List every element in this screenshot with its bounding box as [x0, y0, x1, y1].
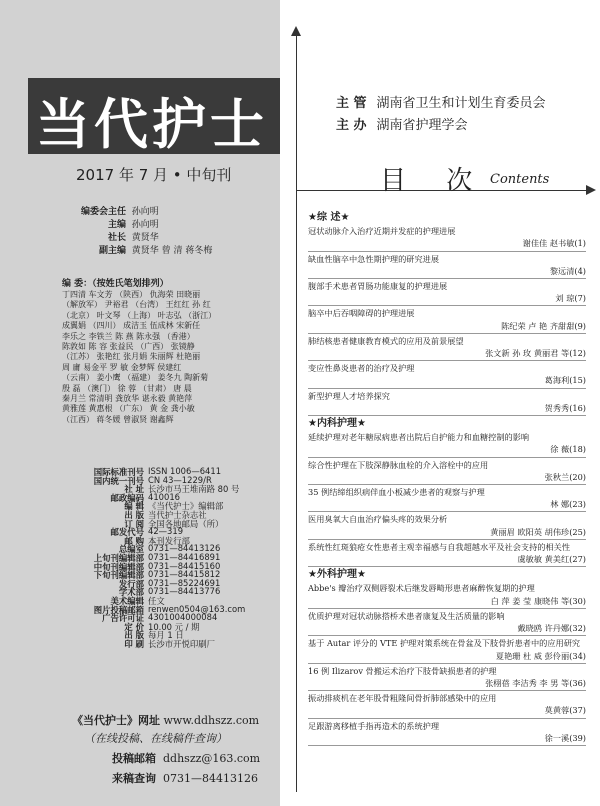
toc-entry[interactable]: [308, 224, 586, 251]
info-value: 《当代护士》编辑部: [148, 501, 224, 512]
editor-list: [60, 206, 280, 258]
toc-entry-title: 延续护理对老年糖尿病患者出院后自护能力和血糖控制的影响: [308, 432, 530, 443]
board-row: 成翼娟 （四川） 成洁玉 伍成林 宋新任: [62, 321, 201, 331]
sponsor-row: [336, 92, 546, 111]
toc-entry-title: 变应性鼻炎患者的治疗及护理: [308, 363, 415, 374]
toc-entry-authors: 林 娜(23): [550, 499, 586, 510]
info-label: 中旬刊编辑部: [93, 561, 144, 572]
board-grid: [62, 290, 274, 425]
info-value: 42—319: [148, 526, 184, 537]
toc-entry-title: 脑卒中后吞咽障碍的护理进展: [308, 308, 415, 319]
toc-entry-authors: 徐 薇(18): [550, 444, 586, 455]
toc-section-heading: ★综 述★: [308, 212, 350, 223]
info-value: 0731—85224691: [148, 577, 221, 588]
toc-entry[interactable]: [308, 389, 586, 416]
phone-value: 0731—84413126: [163, 772, 258, 785]
info-label: 总编室: [118, 544, 144, 555]
board-row: 周 庸 易金平 罗 敏 金梦辉 侯建红: [62, 362, 182, 372]
vertical-axis-line: [296, 32, 297, 792]
toc-entry[interactable]: [308, 334, 586, 361]
toc-entry[interactable]: [308, 512, 586, 539]
toc-entry[interactable]: [308, 279, 586, 306]
info-label: 出 版: [124, 630, 144, 641]
toc-entry-title: 16 例 Ilizarov 骨搬运术治疗下肢骨缺损患者的护理: [308, 665, 497, 676]
toc-entry[interactable]: [308, 361, 586, 388]
toc-entry[interactable]: [308, 485, 586, 512]
toc-entry-authors: 葛海利(15): [544, 375, 586, 386]
sponsor-label: 主 办: [336, 118, 367, 133]
toc-entry[interactable]: [308, 609, 586, 636]
toc-entry-authors: 张文新 孙 玫 黄丽君 等(12): [485, 348, 586, 359]
info-value: CN 43—1229/R: [148, 474, 212, 485]
toc-entry-authors: 黎远清(4): [549, 265, 586, 276]
toc-entry[interactable]: [308, 691, 586, 718]
board-heading: 编 委：（按姓氏笔划排列）: [62, 279, 169, 289]
info-label: 国内统一刊号: [93, 475, 144, 486]
toc-entry-authors: 张栩蓓 李洁秀 李 男 等(36): [485, 677, 586, 688]
toc-entry[interactable]: [308, 430, 586, 457]
toc-entry[interactable]: [308, 581, 586, 608]
board-row: （江苏） 张艳红 张月娟 朱丽辉 杜艳丽: [62, 352, 201, 362]
issue-line: 2017 年 7 月 • 中旬刊: [76, 166, 232, 184]
toc-entry[interactable]: [308, 252, 586, 279]
toc-entry[interactable]: [308, 719, 586, 746]
info-value: 当代护士杂志社: [148, 509, 207, 520]
info-label: 美术编辑: [110, 595, 144, 606]
contents-title: 目 次: [380, 166, 489, 196]
email-label: 投稿邮箱: [112, 752, 156, 765]
info-value: renwen0504@163.com: [148, 603, 246, 614]
info-value: 410016: [148, 491, 180, 502]
info-label: 社 址: [124, 484, 144, 495]
info-label: 邮政编码: [110, 492, 144, 503]
info-value: 0731—84415812: [148, 569, 221, 580]
toc-entry[interactable]: [308, 306, 586, 333]
toc-section-heading: ★外科护理★: [308, 569, 366, 581]
toc-entry-authors: 白 萍 姜 莹 康晓伟 等(30): [490, 595, 586, 606]
board-row: 陈敦如 陈 容 张益民 （广西） 张镜静: [62, 341, 195, 351]
info-label: 国际标准刊号: [93, 467, 144, 477]
toc-entry-title: 优质护理对冠状动脉搭桥术患者康复及生活质量的影响: [308, 610, 505, 621]
sponsor-row: [336, 114, 468, 133]
email-value[interactable]: ddhszz@163.com: [163, 752, 261, 765]
info-value: 全国各地邮局（所）: [148, 518, 224, 529]
board-row: 李乐之 李铁兰 陈 燕 陈永强 （香港）: [62, 331, 195, 341]
toc-entry-title: 新型护理人才培养探究: [308, 390, 390, 401]
info-label: 图片投稿邮箱: [93, 604, 144, 615]
arrow-right-icon: [586, 185, 596, 195]
site-label: 《当代护士》网址: [72, 714, 160, 727]
info-label: 定 价: [124, 621, 144, 632]
info-label: 发行部: [118, 578, 144, 589]
info-value: 0731—84413776: [148, 586, 221, 597]
board-row: 丁四清 车文芳 （陕西） 仇海荣 田晓丽: [62, 290, 201, 299]
board-row: （江西） 蒋冬媛 曾淑贤 谢鑫辉: [62, 414, 174, 424]
info-value: 0731—84415160: [148, 560, 221, 571]
toc-entry-authors: 戴晓鸥 许丹娜(32): [517, 623, 586, 634]
toc-entry-authors: 刘 琼(7): [555, 293, 586, 304]
info-label: 广告许可证: [102, 613, 144, 624]
toc-entry-title: 振动排痰机在老年股骨粗隆间骨折肺部感染中的应用: [308, 693, 497, 704]
web-info: [72, 712, 260, 786]
info-value: ISSN 1006—6411: [148, 466, 222, 476]
toc-entry-title: 冠状动脉介入治疗近期并发症的护理进展: [308, 226, 456, 237]
toc-entry-authors: 谢佳佳 赵书敏(1): [522, 238, 586, 249]
editor-row: 社长 黄贤华: [107, 233, 159, 243]
info-label: 学术部: [118, 587, 144, 598]
info-label: 邮 购: [124, 535, 144, 546]
sponsor-value: 湖南省护理学会: [376, 118, 468, 133]
contents-en-title: Contents: [490, 172, 550, 187]
toc-entry-authors: 张秋兰(20): [544, 471, 586, 482]
info-value: 10.00 元 / 期: [148, 621, 200, 632]
sponsor-label: 主 管: [336, 96, 367, 111]
toc-entry[interactable]: [308, 664, 586, 691]
toc-entry-title: 足跟游离移植手指再造术的系统护理: [308, 720, 440, 731]
board-row: 秦月兰 常清明 龚放华 谌永毅 黄艳萍: [62, 393, 193, 403]
toc-entry-authors: 徐一溪(39): [544, 732, 586, 743]
toc-entry-title: 系统性红斑狼疮女性患者主观幸福感与自我超越水平及社会支持的相关性: [308, 541, 571, 552]
board-row: （北京） 叶文琴 （上海） 叶志弘 （浙江）: [62, 310, 217, 320]
toc-entry-authors: 夏艳珊 杜 威 彭伶丽(34): [495, 650, 586, 661]
toc-entry-authors: 莫黄蓉(37): [544, 705, 586, 716]
toc-entry-title: 综合性护理在下肢深静脉血栓的介入溶栓中的应用: [308, 459, 489, 470]
editor-row: 主编 孙向明: [107, 220, 159, 230]
arrow-up-icon: [291, 26, 301, 36]
info-label: 出 版: [124, 509, 144, 520]
info-value: 长沙市开悦印刷厂: [148, 638, 215, 649]
toc-entry-authors: 黄丽眉 欧阳英 胡伟珍(25): [490, 526, 586, 537]
info-label: 上旬刊编辑部: [93, 552, 144, 563]
info-label: 订 阅: [124, 518, 144, 529]
info-value: 4301004000084: [148, 612, 218, 623]
toc-entry[interactable]: [308, 636, 586, 663]
info-value: 任文: [148, 595, 165, 606]
info-label: 编 辑: [124, 501, 144, 512]
toc-entry-title: 基于 Autar 评分的 VTE 护理对策系统在骨盆及下肢骨折患者中的应用研究: [308, 638, 581, 649]
board-row: 黄雅莲 黄惠根 （广东） 黄 金 龚小敏: [62, 404, 195, 414]
info-value: 本刊发行部: [148, 535, 190, 546]
editor-row: 副主编 黄贤华 曾 清 蒋冬梅: [98, 246, 213, 256]
site-note: （在线投稿、在线稿件查询）: [84, 732, 227, 745]
toc-entry-title: 医用臭氧大自血治疗偏头疼的效果分析: [308, 514, 448, 525]
info-value: 长沙市马王堆南路 80 号: [148, 484, 240, 495]
toc-entry-title: 35 例结缔组织病伴血小板减少患者的观察与护理: [308, 487, 485, 498]
info-value: 0731—84416891: [148, 551, 221, 562]
toc-entry-title: Abbe's 瓣治疗双侧唇裂术后继发唇畸形患者麻醉恢复期的护理: [308, 583, 535, 594]
info-label: 印 刷: [124, 638, 144, 649]
toc-entry[interactable]: [308, 540, 586, 567]
board-row: 殷 磊 （澳门） 徐 蓉 （甘肃） 唐 晨: [62, 383, 192, 393]
toc-entry-title: 肺结核患者健康教育模式的应用及前景展望: [308, 335, 464, 346]
site-url[interactable]: www.ddhszz.com: [163, 714, 260, 727]
info-value: 0731—84413126: [148, 543, 221, 554]
table-of-contents: [308, 210, 586, 746]
info-label: 下旬刊编辑部: [93, 570, 144, 581]
toc-section-heading: ★内科护理★: [308, 418, 366, 430]
editor-row: 编委会主任 孙向明: [80, 207, 159, 217]
toc-entry-authors: 虞敏敏 黄美红(27): [517, 554, 586, 565]
phone-label: 来稿查询: [112, 772, 156, 785]
toc-entry-title: 腹部手术患者胃肠功能康复的护理进展: [308, 281, 448, 292]
board-row: （云南） 姜小鹰 （福建） 姜冬九 陶新菊: [62, 373, 209, 383]
sponsor-value: 湖南省卫生和计划生育委员会: [376, 96, 546, 111]
info-value: 每月 1 日: [148, 630, 184, 641]
info-label: 邮发代号: [110, 527, 144, 538]
toc-entry[interactable]: [308, 458, 586, 485]
magazine-title: 当代护士: [36, 93, 268, 156]
toc-entry-authors: 贺秀秀(16): [544, 402, 586, 413]
toc-entry-title: 缺血性脑卒中急性期护理的研究进展: [308, 253, 440, 264]
board-row: （解放军） 尹裕君 （台湾） 王红红 孙 红: [62, 300, 211, 310]
toc-entry-authors: 陈纪荣 卢 艳 齐甜甜(9): [501, 320, 586, 331]
